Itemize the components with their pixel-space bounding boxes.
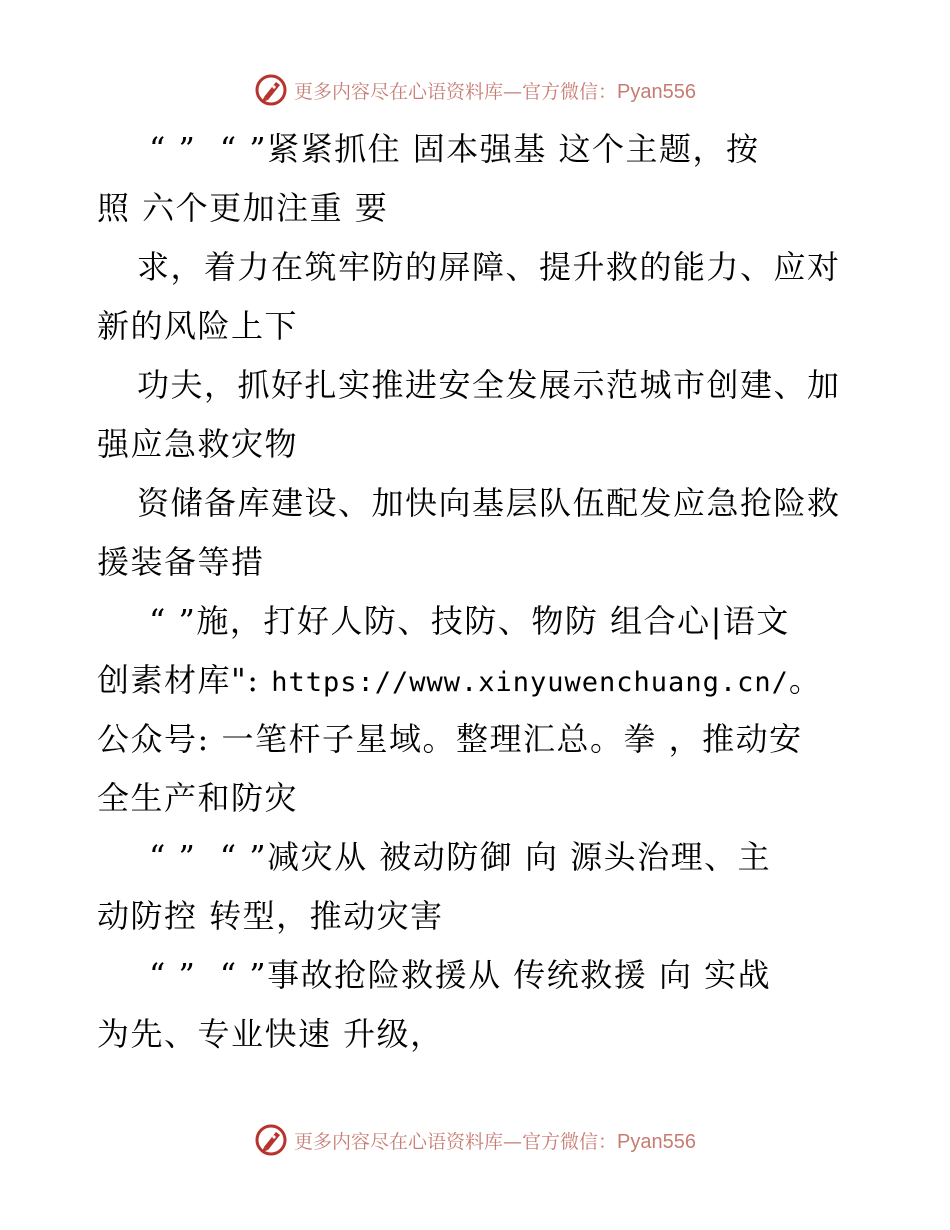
body-line: 援装备等措 <box>97 543 265 581</box>
url-suffix: 。 <box>788 661 823 699</box>
pen-logo-icon <box>254 1123 288 1157</box>
body-line: 动防控 转型，推动灾害 <box>97 897 444 935</box>
url-prefix: 创素材库": <box>97 661 272 699</box>
source-link[interactable]: https://www.xinyuwenchuang.cn/ <box>271 667 789 698</box>
body-line: 新的风险上下 <box>97 307 299 345</box>
body-line-url <box>97 651 857 710</box>
body-line: “ ” “ ”紧紧抓住 固本强基 这个主题，按 <box>149 130 760 168</box>
body-line: 全生产和防灾 <box>97 779 299 817</box>
pen-logo-icon <box>254 73 288 107</box>
body-line: 公众号: 一笔杆子星域。整理汇总。拳 ，推动安 <box>97 720 803 758</box>
footer-text: 更多内容尽在心语资料库—官方微信：Pyan556 <box>294 1130 696 1153</box>
footer-banner <box>0 1120 950 1160</box>
body-line: 求，着力在筑牢防的屏障、提升救的能力、应对 <box>137 248 841 286</box>
body-line: 照 六个更加注重 要 <box>97 189 389 227</box>
body-line: “ ” “ ”事故抢险救援从 传统救援 向 实战 <box>149 956 772 994</box>
body-line: “ ”施，打好人防、技防、物防 组合心|语文 <box>149 602 790 640</box>
document-body <box>97 120 857 1064</box>
body-line: 资储备库建设、加快向基层队伍配发应急抢险救 <box>137 484 841 522</box>
body-line: 强应急救灾物 <box>97 425 299 463</box>
header-banner <box>0 70 950 110</box>
body-line: 为先、专业快速 升级， <box>97 1015 444 1053</box>
header-text: 更多内容尽在心语资料库—官方微信：Pyan556 <box>294 80 696 103</box>
body-line: “ ” “ ”减灾从 被动防御 向 源头治理、主 <box>149 838 772 876</box>
body-line: 功夫，抓好扎实推进安全发展示范城市创建、加 <box>137 366 841 404</box>
